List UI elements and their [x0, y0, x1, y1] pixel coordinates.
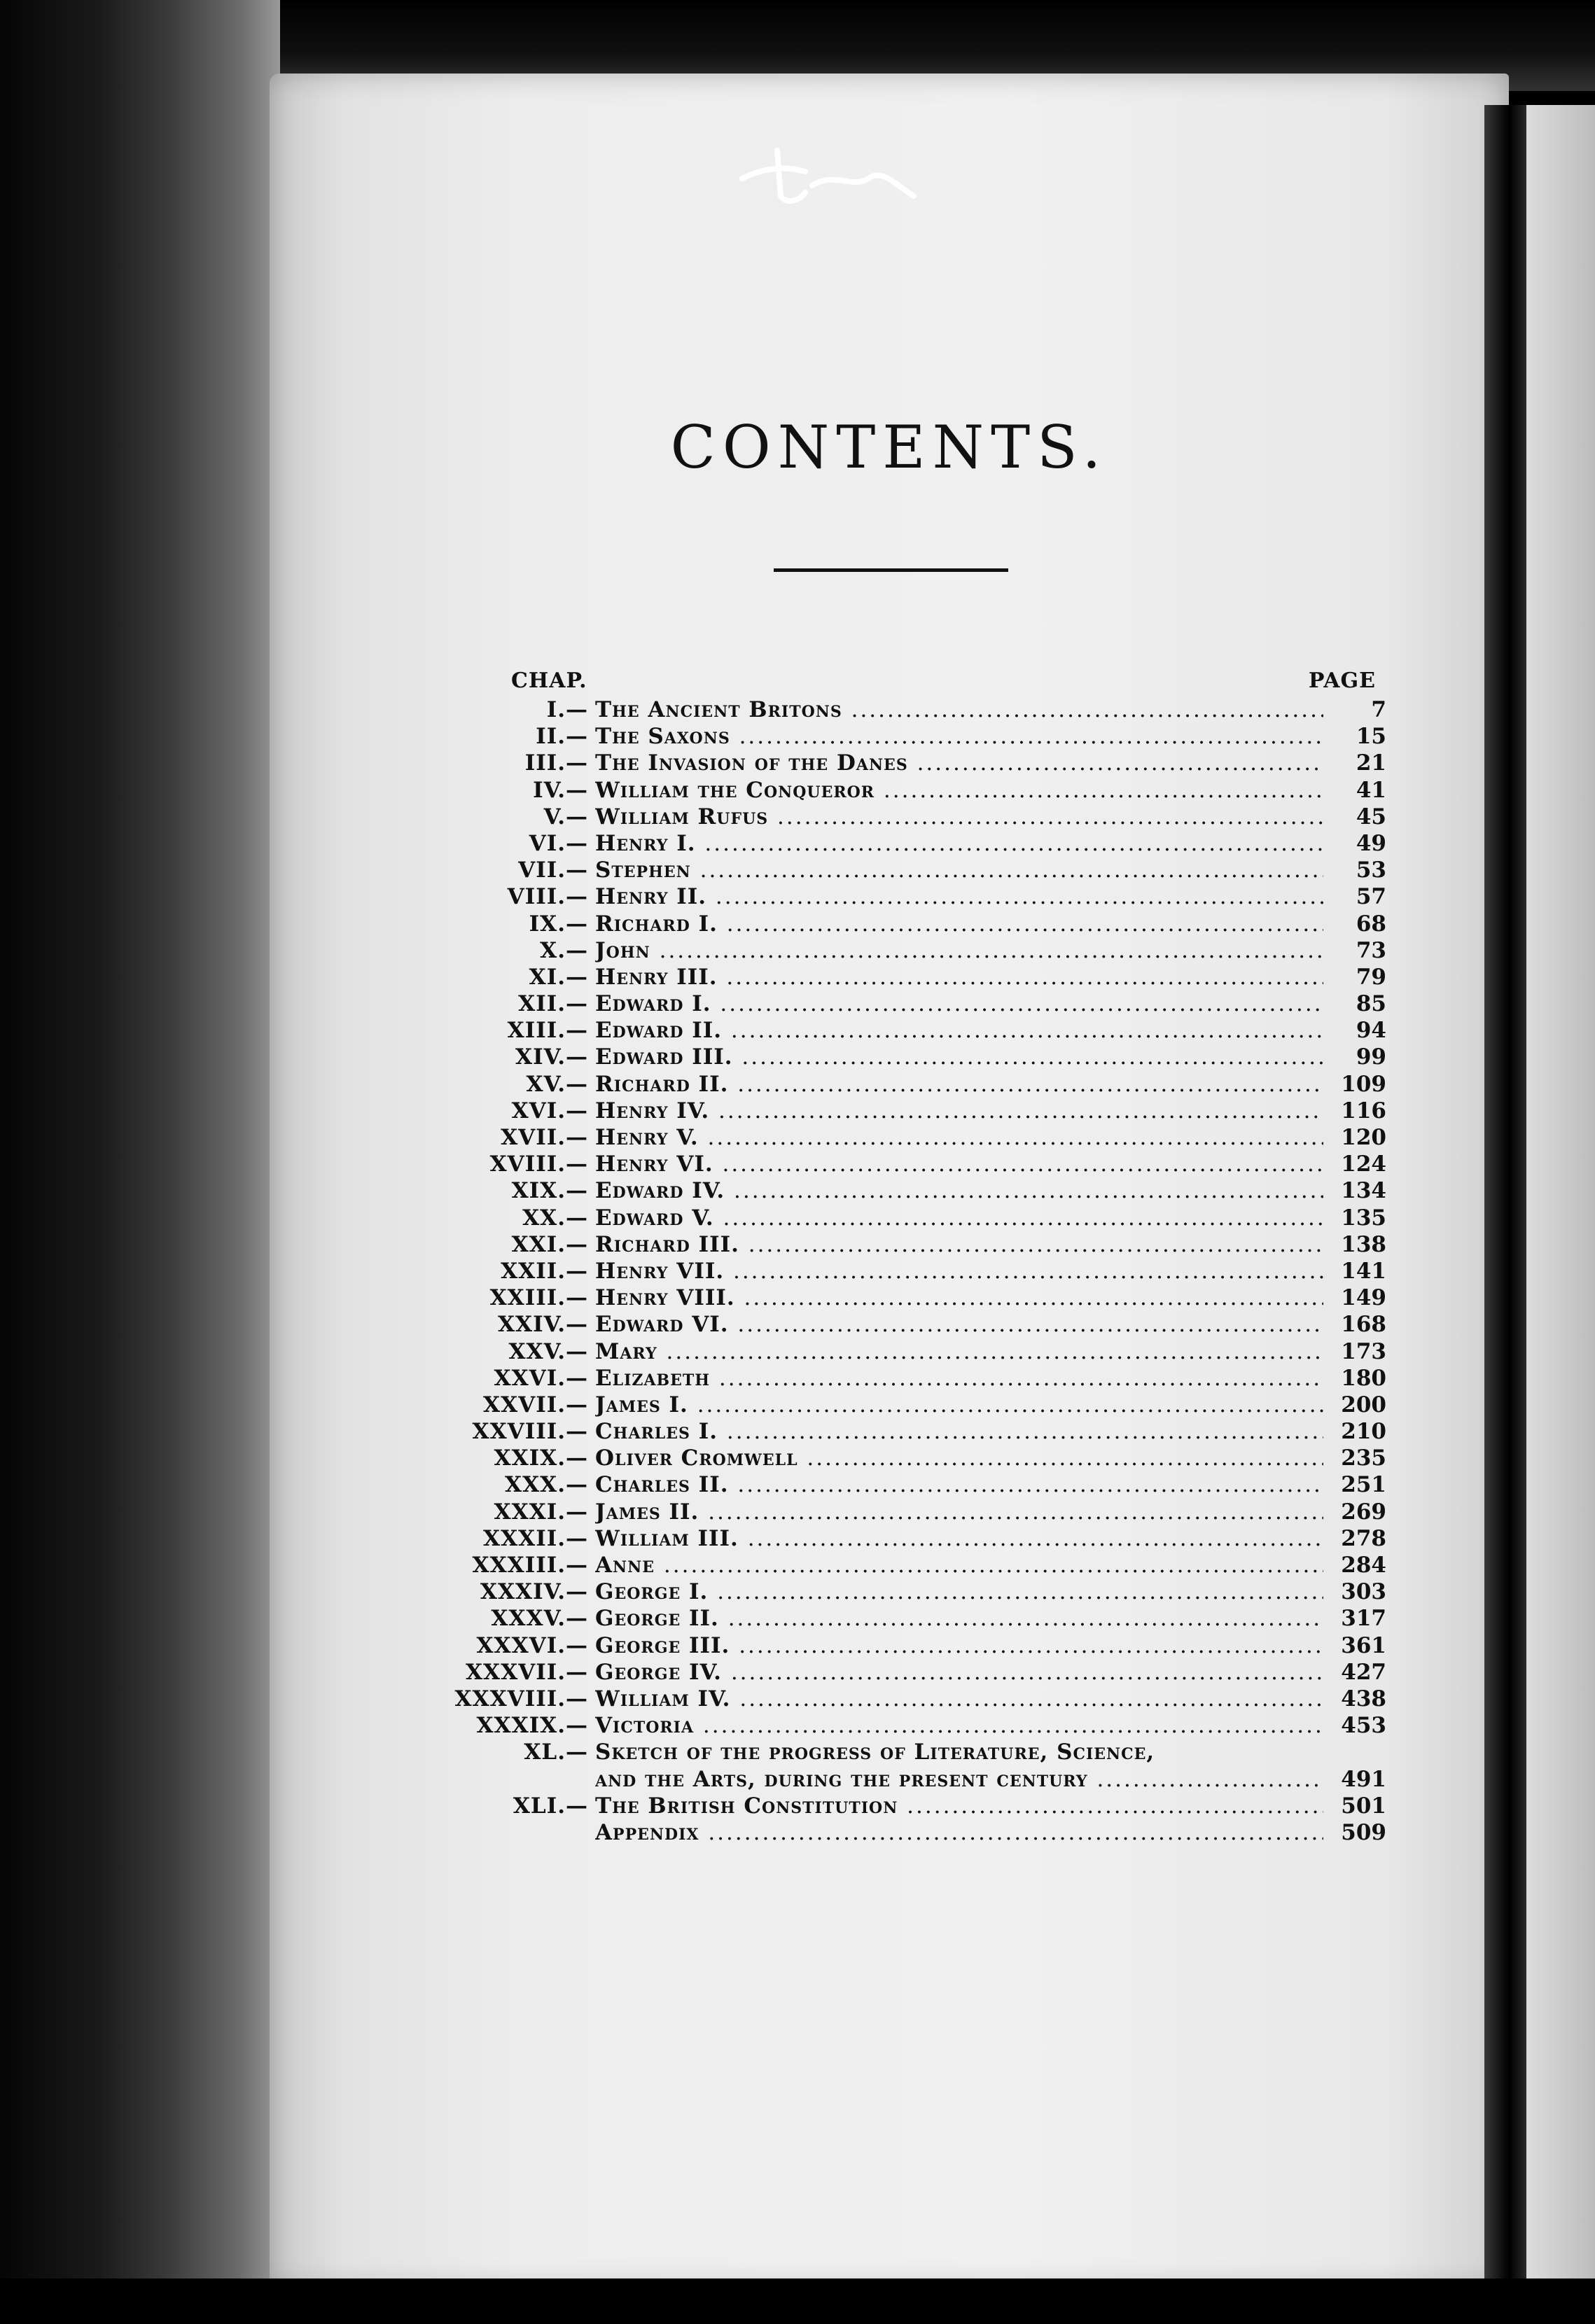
- toc-entry: [420, 857, 1386, 883]
- chapter-number: XXV.—: [508, 1338, 588, 1364]
- page-number: 501: [1341, 1793, 1386, 1819]
- toc-entry: [420, 1177, 1386, 1204]
- toc-entry: [420, 1686, 1386, 1712]
- toc-entry: [420, 804, 1386, 830]
- page-number: 53: [1356, 858, 1386, 883]
- chapter-title: Sketch of the progress of Literature, Science,: [595, 1740, 1155, 1765]
- toc-entry: [420, 1311, 1386, 1338]
- chapter-number: XXIII.—: [489, 1285, 588, 1311]
- page-number: 68: [1356, 911, 1386, 937]
- chapter-title: William III. .....: [595, 1525, 1323, 1552]
- chapter-title: Elizabeth .....: [595, 1365, 1323, 1392]
- chapter-number: XXVI.—: [494, 1365, 588, 1391]
- chapter-title: Henry I. .....: [595, 830, 1323, 857]
- page-number: 200: [1341, 1392, 1386, 1418]
- page-number: 41: [1356, 777, 1386, 803]
- chapter-title: Oliver Cromwell .....: [595, 1445, 1323, 1471]
- chapter-number: XXX.—: [505, 1472, 588, 1498]
- chapter-number: XII.—: [518, 991, 588, 1017]
- chapter-title: William the Conqueror .....: [595, 777, 1323, 804]
- page-number: 134: [1341, 1178, 1386, 1204]
- page-number: 49: [1356, 830, 1386, 856]
- chapter-number: VI.—: [529, 830, 588, 856]
- toc-entry: [420, 1365, 1386, 1392]
- page-number: 269: [1341, 1499, 1386, 1525]
- chapter-number: XXXV.—: [491, 1606, 588, 1632]
- toc-entry: [420, 1739, 1386, 1765]
- chapter-number: XXVII.—: [483, 1392, 588, 1418]
- toc-entry: [420, 937, 1386, 964]
- chapter-title: William IV. .....: [595, 1686, 1323, 1712]
- chapter-title: Richard III. .....: [595, 1231, 1323, 1258]
- chapter-number: XVII.—: [501, 1125, 588, 1150]
- page-title: CONTENTS.: [670, 413, 1108, 482]
- chapter-title: Henry VII. .....: [595, 1258, 1323, 1284]
- chapter-title: Henry VI. .....: [595, 1151, 1323, 1177]
- chapter-title: Charles II. .....: [595, 1471, 1323, 1498]
- chapter-column-label: CHAP.: [511, 668, 587, 693]
- chapter-title: Edward IV. .....: [595, 1177, 1323, 1204]
- toc-entry: [420, 696, 1386, 723]
- page-number: 135: [1341, 1205, 1386, 1231]
- toc-entry: [420, 990, 1386, 1017]
- toc-entry: [420, 1071, 1386, 1098]
- chapter-number: XXXVI.—: [476, 1632, 588, 1658]
- page-number: 427: [1341, 1659, 1386, 1685]
- chapter-number: IX.—: [529, 911, 588, 937]
- chapter-title: Richard II. .....: [595, 1071, 1323, 1098]
- toc-entry: [420, 1552, 1386, 1578]
- toc-header: [420, 668, 1386, 696]
- toc-entry: [420, 1205, 1386, 1231]
- chapter-number: VIII.—: [507, 884, 588, 910]
- chapter-number: XXXIV.—: [480, 1579, 588, 1605]
- page-number: 303: [1341, 1579, 1386, 1605]
- page-number: 235: [1341, 1446, 1386, 1471]
- toc-entry: [420, 1659, 1386, 1686]
- toc-entry: [420, 1445, 1386, 1471]
- page-number: 57: [1356, 884, 1386, 910]
- page-number: 85: [1356, 991, 1386, 1017]
- chapter-title: Edward I. .....: [595, 990, 1323, 1017]
- page-column-label: PAGE: [1308, 668, 1376, 693]
- chapter-number: XXXIII.—: [472, 1553, 588, 1578]
- page-number: 21: [1356, 750, 1386, 776]
- toc-entry: [420, 1418, 1386, 1445]
- table-of-contents: [420, 668, 1386, 1846]
- toc-entry: [420, 1632, 1386, 1659]
- page-number: 180: [1341, 1365, 1386, 1391]
- page-number: 79: [1356, 964, 1386, 990]
- chapter-title: John .....: [595, 937, 1323, 964]
- toc-entry: [420, 750, 1386, 776]
- chapter-title: George I. .....: [595, 1578, 1323, 1605]
- chapter-title: Richard I. .....: [595, 911, 1323, 937]
- toc-entry: [420, 1151, 1386, 1177]
- chapter-number: XIII.—: [507, 1018, 588, 1044]
- toc-entry: [420, 1258, 1386, 1284]
- chapter-number: XL.—: [524, 1740, 588, 1765]
- chapter-title: Appendix .....: [595, 1819, 1323, 1846]
- chapter-title: Henry III. .....: [595, 964, 1323, 990]
- chapter-title: George IV. .....: [595, 1659, 1323, 1686]
- chapter-title: The Saxons .....: [595, 723, 1323, 750]
- page-number: 251: [1341, 1472, 1386, 1498]
- page-number: 116: [1341, 1098, 1386, 1124]
- chapter-number: XX.—: [522, 1205, 588, 1231]
- chapter-title: Henry IV. .....: [595, 1098, 1323, 1124]
- page-number: 99: [1356, 1044, 1386, 1070]
- chapter-title: The Ancient Britons .....: [595, 696, 1323, 723]
- chapter-title: George III. .....: [595, 1632, 1323, 1659]
- chapter-title: Edward II. .....: [595, 1017, 1323, 1044]
- chapter-title: Henry II. .....: [595, 883, 1323, 910]
- toc-entry: [420, 1392, 1386, 1418]
- page-number: 7: [1371, 697, 1386, 722]
- toc-entry: [420, 1338, 1386, 1365]
- toc-entry: [420, 777, 1386, 804]
- page-number: 168: [1341, 1312, 1386, 1338]
- page-number: 73: [1356, 937, 1386, 963]
- chapter-number: XXXIX.—: [476, 1713, 588, 1739]
- page-number: 45: [1356, 804, 1386, 830]
- chapter-title: Stephen .....: [595, 857, 1323, 883]
- page-number: 509: [1341, 1819, 1386, 1845]
- page-number: 284: [1341, 1553, 1386, 1578]
- page-number: 173: [1341, 1338, 1386, 1364]
- chapter-number: VII.—: [518, 858, 588, 883]
- toc-entry: [420, 1284, 1386, 1311]
- toc-entry: [420, 1471, 1386, 1498]
- chapter-number: XXXVII.—: [465, 1659, 588, 1685]
- facing-page-edge: [1526, 105, 1595, 2282]
- toc-entry: [420, 1124, 1386, 1151]
- toc-entry: [420, 1499, 1386, 1525]
- chapter-number: V.—: [543, 804, 588, 830]
- chapter-title: James II. .....: [595, 1499, 1323, 1525]
- chapter-title: George II. .....: [595, 1605, 1323, 1632]
- toc-entry: [420, 1525, 1386, 1552]
- chapter-title: Edward V. .....: [595, 1205, 1323, 1231]
- scan-border-bottom: [0, 2278, 1595, 2324]
- toc-entry: [420, 1231, 1386, 1258]
- page-number: 138: [1341, 1231, 1386, 1257]
- chapter-title: Edward VI. .....: [595, 1311, 1323, 1338]
- chapter-number: III.—: [524, 750, 588, 776]
- chapter-title: Edward III. .....: [595, 1044, 1323, 1070]
- page-number: 278: [1341, 1525, 1386, 1551]
- toc-entry: [420, 830, 1386, 857]
- page-number: 453: [1341, 1713, 1386, 1739]
- chapter-title: and the Arts, during the present century .....: [595, 1766, 1323, 1793]
- chapter-title: Henry V. .....: [595, 1124, 1323, 1151]
- page-number: 141: [1341, 1258, 1386, 1284]
- chapter-title: Charles I. .....: [595, 1418, 1323, 1445]
- chapter-number: XXIV.—: [497, 1312, 588, 1338]
- chapter-title: Anne .....: [595, 1552, 1323, 1578]
- chapter-number: XIX.—: [511, 1178, 588, 1204]
- toc-entry: [420, 1819, 1386, 1846]
- chapter-title: Henry VIII. .....: [595, 1284, 1323, 1311]
- chapter-title: Victoria .....: [595, 1712, 1323, 1739]
- handwritten-mark: [728, 136, 924, 220]
- toc-entries: [420, 696, 1386, 1846]
- chapter-number: XXIX.—: [494, 1446, 588, 1471]
- scan-border-left: [0, 0, 280, 2324]
- chapter-number: I.—: [546, 697, 588, 722]
- toc-entry: [420, 1098, 1386, 1124]
- chapter-title: The British Constitution .....: [595, 1793, 1323, 1819]
- page-number: 120: [1341, 1125, 1386, 1150]
- chapter-number: XXXII.—: [483, 1525, 588, 1551]
- page-number: 15: [1356, 724, 1386, 750]
- page-number: 210: [1341, 1419, 1386, 1445]
- page-number: 317: [1341, 1606, 1386, 1632]
- chapter-number: XXXVIII.—: [454, 1686, 588, 1712]
- chapter-title: The Invasion of the Danes .....: [595, 750, 1323, 776]
- chapter-number: XXVIII.—: [472, 1419, 588, 1445]
- chapter-number: XVIII.—: [489, 1152, 588, 1177]
- toc-entry: [420, 1766, 1386, 1793]
- chapter-number: XXXI.—: [494, 1499, 588, 1525]
- toc-entry: [420, 1712, 1386, 1739]
- page-number: 491: [1341, 1766, 1386, 1792]
- toc-entry: [420, 1044, 1386, 1070]
- chapter-number: II.—: [536, 724, 588, 750]
- toc-entry: [420, 1578, 1386, 1605]
- page-number: 438: [1341, 1686, 1386, 1712]
- chapter-number: IV.—: [533, 777, 588, 803]
- chapter-number: XI.—: [529, 964, 588, 990]
- chapter-title: William Rufus .....: [595, 804, 1323, 830]
- page-number: 149: [1341, 1285, 1386, 1311]
- toc-entry: [420, 723, 1386, 750]
- toc-entry: [420, 1605, 1386, 1632]
- chapter-number: XV.—: [526, 1071, 588, 1097]
- toc-entry: [420, 911, 1386, 937]
- toc-entry: [420, 1017, 1386, 1044]
- toc-entry: [420, 1793, 1386, 1819]
- toc-entry: [420, 883, 1386, 910]
- page-number: 124: [1341, 1152, 1386, 1177]
- chapter-number: XIV.—: [515, 1044, 588, 1070]
- chapter-number: XXI.—: [511, 1231, 588, 1257]
- title-rule: [774, 568, 1008, 572]
- page-number: 94: [1356, 1018, 1386, 1044]
- page-number: 109: [1341, 1071, 1386, 1097]
- chapter-title: Mary .....: [595, 1338, 1323, 1365]
- toc-entry: [420, 964, 1386, 990]
- chapter-number: XVI.—: [511, 1098, 588, 1124]
- chapter-number: XLI.—: [513, 1793, 588, 1819]
- chapter-number: X.—: [540, 937, 588, 963]
- chapter-number: XXII.—: [501, 1258, 588, 1284]
- page-number: 361: [1341, 1632, 1386, 1658]
- chapter-title: James I. .....: [595, 1392, 1323, 1418]
